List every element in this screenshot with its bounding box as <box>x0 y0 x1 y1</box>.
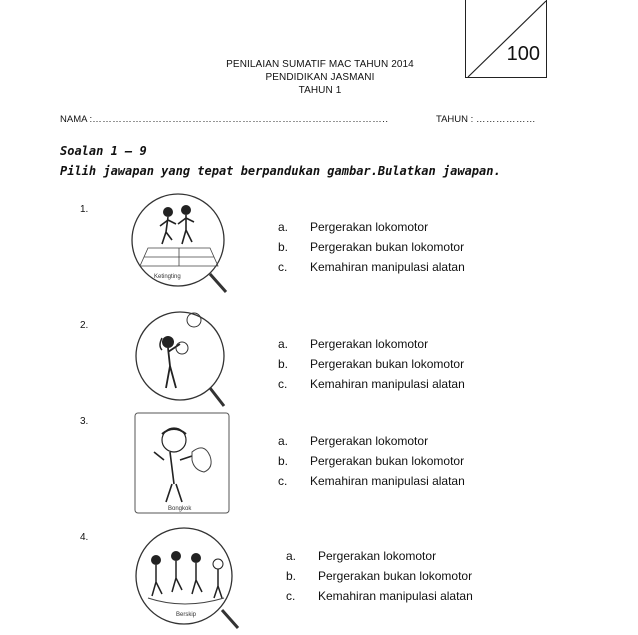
question-3-picture <box>134 412 230 521</box>
question-1-picture <box>126 192 238 301</box>
option-3a[interactable] <box>278 431 428 451</box>
option-3c-letter: c. <box>278 474 288 488</box>
option-4a[interactable] <box>286 546 436 566</box>
option-4a-text: Pergerakan lokomotor <box>318 549 437 563</box>
caption-bongkok: Bongkok <box>168 506 192 512</box>
section-title: Soalan 1 – 9 <box>60 144 147 158</box>
skipping-illustration <box>128 526 248 630</box>
score-box <box>465 0 547 78</box>
option-3a-text: Pergerakan lokomotor <box>310 434 429 448</box>
year-field[interactable] <box>436 114 536 125</box>
ball-throw-illustration <box>132 308 232 410</box>
subject-title: PENDIDIKAN JASMANI <box>265 72 375 83</box>
option-2a[interactable] <box>278 334 428 354</box>
option-2c[interactable] <box>278 374 465 394</box>
option-1b-text: Pergerakan bukan lokomotor <box>310 240 465 254</box>
option-2a-text: Pergerakan lokomotor <box>310 337 429 351</box>
option-2c-text: Kemahiran manipulasi alatan <box>310 377 465 391</box>
bending-illustration <box>134 412 230 516</box>
option-1b[interactable] <box>278 237 464 257</box>
section-instruction: Pilih jawapan yang tepat berpandukan gambar.Bulatkan jawapan. <box>60 164 501 178</box>
option-1a-letter: a. <box>278 220 289 234</box>
option-1b-letter: b. <box>278 240 289 254</box>
year-title: TAHUN 1 <box>298 85 342 96</box>
option-3c[interactable] <box>278 471 465 491</box>
question-2-picture <box>132 308 232 415</box>
question-number-2: 2. <box>80 320 89 331</box>
question-4-picture <box>128 526 248 635</box>
question-number-1: 1. <box>80 204 89 215</box>
option-1a-text: Pergerakan lokomotor <box>310 220 429 234</box>
option-3c-text: Kemahiran manipulasi alatan <box>310 474 465 488</box>
option-1a[interactable] <box>278 217 428 237</box>
caption-ketingting: Ketingting <box>154 274 181 280</box>
option-2a-letter: a. <box>278 337 289 351</box>
year-label: TAHUN : <box>436 114 474 125</box>
option-3b[interactable] <box>278 451 464 471</box>
option-4c[interactable] <box>286 586 473 606</box>
option-1c-letter: c. <box>278 260 288 274</box>
name-dots: …………………………………………………………………………….. <box>92 114 389 125</box>
option-4a-letter: a. <box>286 549 297 563</box>
option-3b-letter: b. <box>278 454 289 468</box>
option-3b-text: Pergerakan bukan lokomotor <box>310 454 465 468</box>
year-dots: ……………… <box>475 114 536 125</box>
option-2b-text: Pergerakan bukan lokomotor <box>310 357 465 371</box>
name-label: NAMA : <box>60 114 93 125</box>
option-2b-letter: b. <box>278 357 289 371</box>
option-4b[interactable] <box>286 566 472 586</box>
option-3a-letter: a. <box>278 434 289 448</box>
caption-berskip: Berskip <box>176 612 197 618</box>
option-4b-text: Pergerakan bukan lokomotor <box>318 569 473 583</box>
option-4b-letter: b. <box>286 569 297 583</box>
question-number-3: 3. <box>80 416 89 427</box>
option-2b[interactable] <box>278 354 464 374</box>
score-diagonal <box>466 0 548 79</box>
option-1c[interactable] <box>278 257 465 277</box>
option-1c-text: Kemahiran manipulasi alatan <box>310 260 465 274</box>
question-number-4: 4. <box>80 532 89 543</box>
option-2c-letter: c. <box>278 377 288 391</box>
option-4c-text: Kemahiran manipulasi alatan <box>318 589 473 603</box>
option-4c-letter: c. <box>286 589 296 603</box>
exam-title: PENILAIAN SUMATIF MAC TAHUN 2014 <box>226 59 414 70</box>
score-value: 100 <box>506 43 540 65</box>
name-field[interactable] <box>60 114 388 125</box>
hopscotch-illustration <box>126 192 238 296</box>
